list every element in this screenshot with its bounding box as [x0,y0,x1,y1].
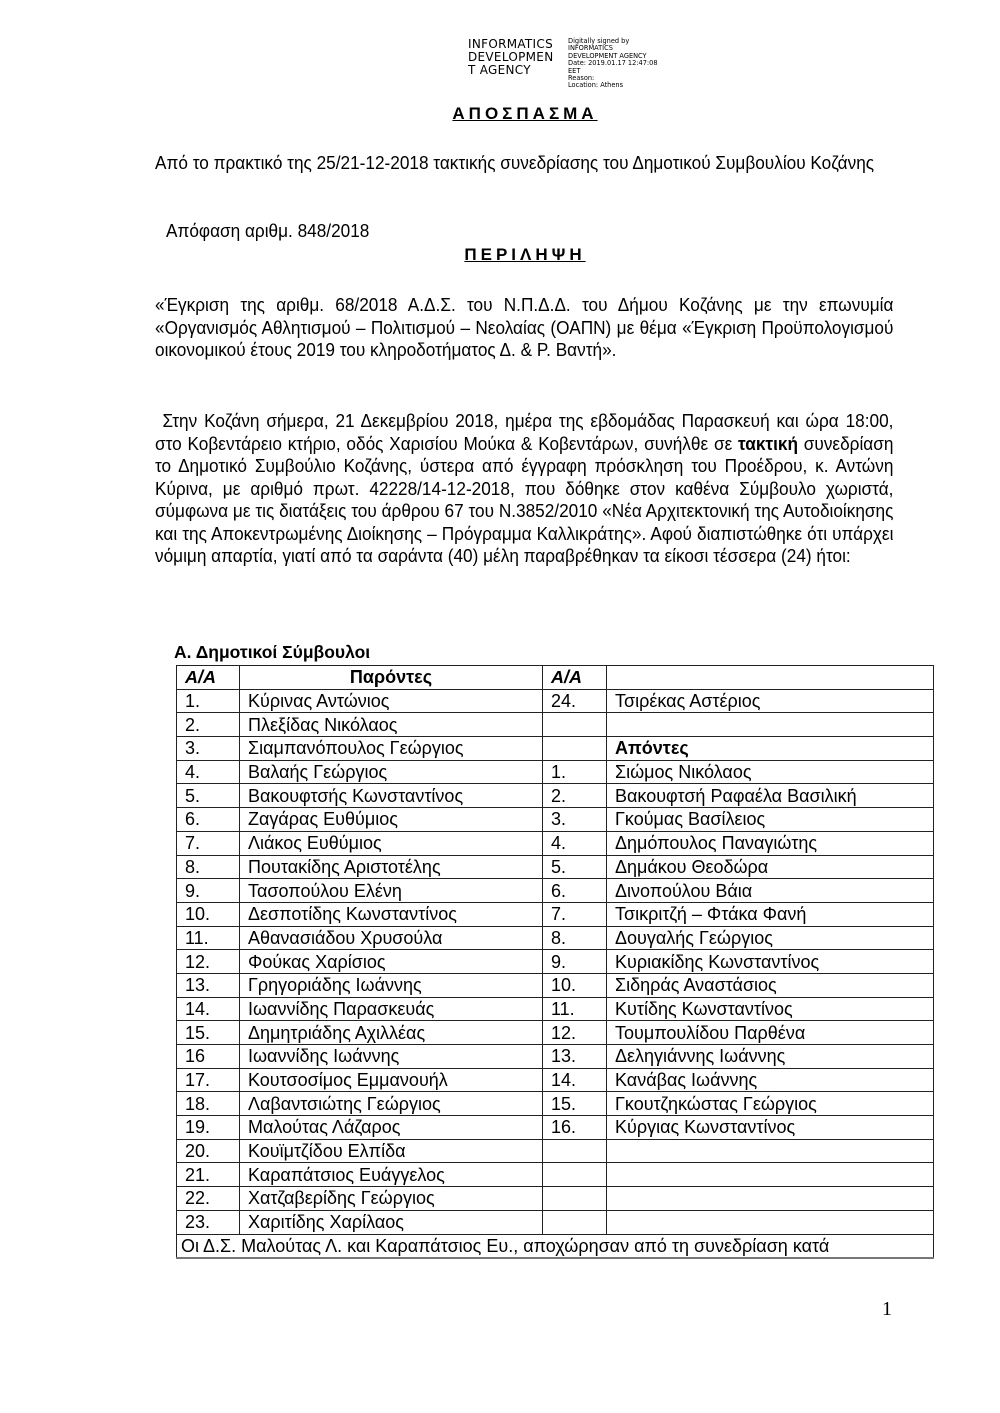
page-number: 1 [882,1298,892,1320]
present-member: Δημητριάδης Αχιλλέας [240,1021,543,1045]
table-row [177,1163,934,1187]
present-member: Τασοπούλου Ελένη [240,879,543,903]
row-number: 23. [177,1210,240,1234]
table-row [177,997,934,1021]
present-member: Γρηγοριάδης Ιωάννης [240,973,543,997]
absent-member: Βακουφτσή Ραφαέλα Βασιλική [607,784,934,808]
table-row [177,1187,934,1211]
header-present: Παρόντες [240,666,543,690]
table-row [177,1210,934,1234]
row-number: 22. [177,1187,240,1211]
summary-paragraph: «Έγκριση της αριθμ. 68/2018 Α.Δ.Σ. του Ν.Π.Δ.Δ. του Δήμου Κοζάνης με την επωνυμία «Οργανισμός Αθλητισμού – Πολιτισμού – Νεολαίας (ΟΑΠΝ) με θέμα «Έγκριση Προϋπολογισμού οικονομικού έτους 2019 του κληροδοτήματος Δ. & Ρ. Βαντή». [155,294,894,360]
present-member: Δεσποτίδης Κωνσταντίνος [240,902,543,926]
row-number: 10. [177,902,240,926]
signature-date: Date: 2019.01.17 12:47:08 [568,59,658,68]
absent-number: 24. [543,689,607,713]
absent-number: 10. [543,973,607,997]
absent-number: 1. [543,760,607,784]
body-bold-text: τακτική [738,432,798,454]
absent-number [543,737,607,761]
signer-name-line: T AGENCY [468,63,531,77]
present-member: Λιάκος Ευθύμιος [240,831,543,855]
present-member: Αθανασιάδου Χρυσούλα [240,926,543,950]
absent-number: 5. [543,855,607,879]
row-number: 6. [177,808,240,832]
absent-member: Κανάβας Ιωάννης [607,1068,934,1092]
row-number: 12. [177,950,240,974]
signer-name-line: DEVELOPMEN [468,50,554,64]
digital-signature [468,38,658,90]
absent-member: Κύργιας Κωνσταντίνος [607,1116,934,1140]
absent-member: Κυριακίδης Κωνσταντίνος [607,950,934,974]
row-number: 20. [177,1139,240,1163]
table-note: Οι Δ.Σ. Μαλούτας Λ. και Καραπάτσιος Ευ., αποχώρησαν από τη συνεδρίαση κατά [177,1234,934,1258]
table-row [177,1139,934,1163]
table-row [177,784,934,808]
table-row [177,973,934,997]
table-row [177,737,934,761]
body-text: Στην Κοζάνη σήμερα, 21 Δεκεμβρίου 2018, ημέρα της εβδομάδας Παρασκευή και ώρα 18:00, στο Κοβεντάρειο κτήριο, οδός Χαρισίου Μούκα & Κοβεντάρων, συνήλθε σε [155,410,894,454]
header-aa: Α/Α [543,666,607,690]
present-member: Καραπάτσιος Ευάγγελος [240,1163,543,1187]
row-number: 13. [177,973,240,997]
table-row [177,1021,934,1045]
absent-number: 16. [543,1116,607,1140]
absent-number [543,713,607,737]
table-row [177,808,934,832]
table-row [177,1045,934,1069]
absent-member: Τσικριτζή – Φτάκα Φανή [607,902,934,926]
absent-member: Τσιρέκας Αστέριος [607,689,934,713]
absent-member: Δεληγιάννης Ιωάννης [607,1045,934,1069]
present-member: Κουτσοσίμος Εμμανουήλ [240,1068,543,1092]
absent-member: Γκουτζηκώστας Γεώργιος [607,1092,934,1116]
decision-number: Απόφαση αριθμ. 848/2018 [166,220,370,241]
row-number: 5. [177,784,240,808]
absent-number: 12. [543,1021,607,1045]
row-number: 7. [177,831,240,855]
signature-details [568,38,658,90]
absent-member: Κυτίδης Κωνσταντίνος [607,997,934,1021]
table-row [177,713,934,737]
absent-number [543,1187,607,1211]
row-number: 1. [177,689,240,713]
absent-member [607,1187,934,1211]
absent-number: 6. [543,879,607,903]
table-row [177,926,934,950]
signature-reason: Reason: [568,74,595,83]
row-number: 18. [177,1092,240,1116]
council-members-table [176,665,934,1259]
absent-member: Απόντες [607,737,934,761]
signer-name [468,38,564,90]
signature-detail-line: INFORMATICS [568,44,613,53]
absent-member: Δημόπουλος Παναγιώτης [607,831,934,855]
absent-member [607,713,934,737]
absent-member [607,1210,934,1234]
absent-member: Δουγαλής Γεώργιος [607,926,934,950]
absent-number: 9. [543,950,607,974]
present-member: Πουτακίδης Αριστοτέλης [240,855,543,879]
table-header-row [177,666,934,690]
present-member: Ιωαννίδης Ιωάννης [240,1045,543,1069]
table-row [177,1068,934,1092]
summary-title: ΠΕΡΙΛΗΨΗ [464,245,586,264]
row-number: 2. [177,713,240,737]
absent-number [543,1163,607,1187]
absent-member: Σιώμος Νικόλαος [607,760,934,784]
absent-number: 4. [543,831,607,855]
signature-detail-line: Digitally signed by [568,37,630,45]
signer-name-line: INFORMATICS [468,37,553,51]
table-row [177,1116,934,1140]
row-number: 19. [177,1116,240,1140]
table-row [177,902,934,926]
intro-paragraph: Από το πρακτικό της 25/21-12-2018 τακτικής συνεδρίασης του Δημοτικού Συμβουλίου Κοζάνης [155,152,875,173]
absent-member: Γκούμας Βασίλειος [607,808,934,832]
row-number: 3. [177,737,240,761]
table-row [177,855,934,879]
present-member: Βακουφτσής Κωνσταντίνος [240,784,543,808]
header-empty [607,666,934,690]
absent-number: 8. [543,926,607,950]
present-member: Μαλούτας Λάζαρος [240,1116,543,1140]
absent-number: 2. [543,784,607,808]
row-number: 4. [177,760,240,784]
header-aa: Α/Α [177,666,240,690]
present-member: Ζαγάρας Ευθύμιος [240,808,543,832]
section-title: Α. Δημοτικοί Σύμβουλοι [174,642,371,662]
table-row [177,950,934,974]
table-row [177,831,934,855]
signature-location: Location: Athens [568,81,624,90]
table-row [177,1092,934,1116]
row-number: 16 [177,1045,240,1069]
absent-member [607,1163,934,1187]
present-member: Κουϊμτζίδου Ελπίδα [240,1139,543,1163]
absent-member [607,1139,934,1163]
absent-member: Σιδηράς Αναστάσιος [607,973,934,997]
absent-number [543,1139,607,1163]
signature-detail-line: EET [568,66,581,75]
absent-number: 7. [543,902,607,926]
table-row [177,689,934,713]
signature-detail-line: DEVELOPMENT AGENCY [568,51,647,60]
present-member: Πλεξίδας Νικόλαος [240,713,543,737]
present-member: Λαβαντσιώτης Γεώργιος [240,1092,543,1116]
document-title: ΑΠΟΣΠΑΣΜΑ [452,104,598,123]
table-row [177,760,934,784]
row-number: 21. [177,1163,240,1187]
absent-number: 14. [543,1068,607,1092]
body-paragraph [155,410,893,568]
present-member: Ιωαννίδης Παρασκευάς [240,997,543,1021]
absent-member: Τουμπουλίδου Παρθένα [607,1021,934,1045]
absent-number: 3. [543,808,607,832]
table-row [177,879,934,903]
present-member: Χαριτίδης Χαρίλαος [240,1210,543,1234]
present-member: Βαλαής Γεώργιος [240,760,543,784]
absent-number: 11. [543,997,607,1021]
row-number: 11. [177,926,240,950]
absent-number: 13. [543,1045,607,1069]
body-text: συνεδρίαση το Δημοτικό Συμβούλιο Κοζάνης, ύστερα από έγγραφη πρόσκληση του Προέδρου, κ. Αντώνη Κύρινα, με αριθμό πρωτ. 42228/14-12-2018, που δόθηκε στον καθένα Σύμβουλο χωριστά, σύμφωνα με τις διατάξεις του άρθρου 67 του Ν.3852/2010 «Νέα Αρχιτεκτονική της Αυτοδιοίκησης και της Αποκεντρωμένης Διοίκησης – Πρόγραμμα Καλλικράτης». Αφού διαπιστώθηκε ότι υπάρχει νόμιμη απαρτία, γιατί από τα σαράντα (40) μέλη παραβρέθηκαν τα είκοσι τέσσερα (24) ήτοι: [155,432,894,566]
absent-member: Δινοπούλου Βάια [607,879,934,903]
absent-number [543,1210,607,1234]
row-number: 15. [177,1021,240,1045]
table-note-row [177,1234,934,1258]
present-member: Χατζαβερίδης Γεώργιος [240,1187,543,1211]
absent-member: Δημάκου Θεοδώρα [607,855,934,879]
row-number: 14. [177,997,240,1021]
present-member: Φούκας Χαρίσιος [240,950,543,974]
row-number: 8. [177,855,240,879]
absent-number: 15. [543,1092,607,1116]
present-member: Σιαμπανόπουλος Γεώργιος [240,737,543,761]
present-member: Κύρινας Αντώνιος [240,689,543,713]
row-number: 17. [177,1068,240,1092]
row-number: 9. [177,879,240,903]
